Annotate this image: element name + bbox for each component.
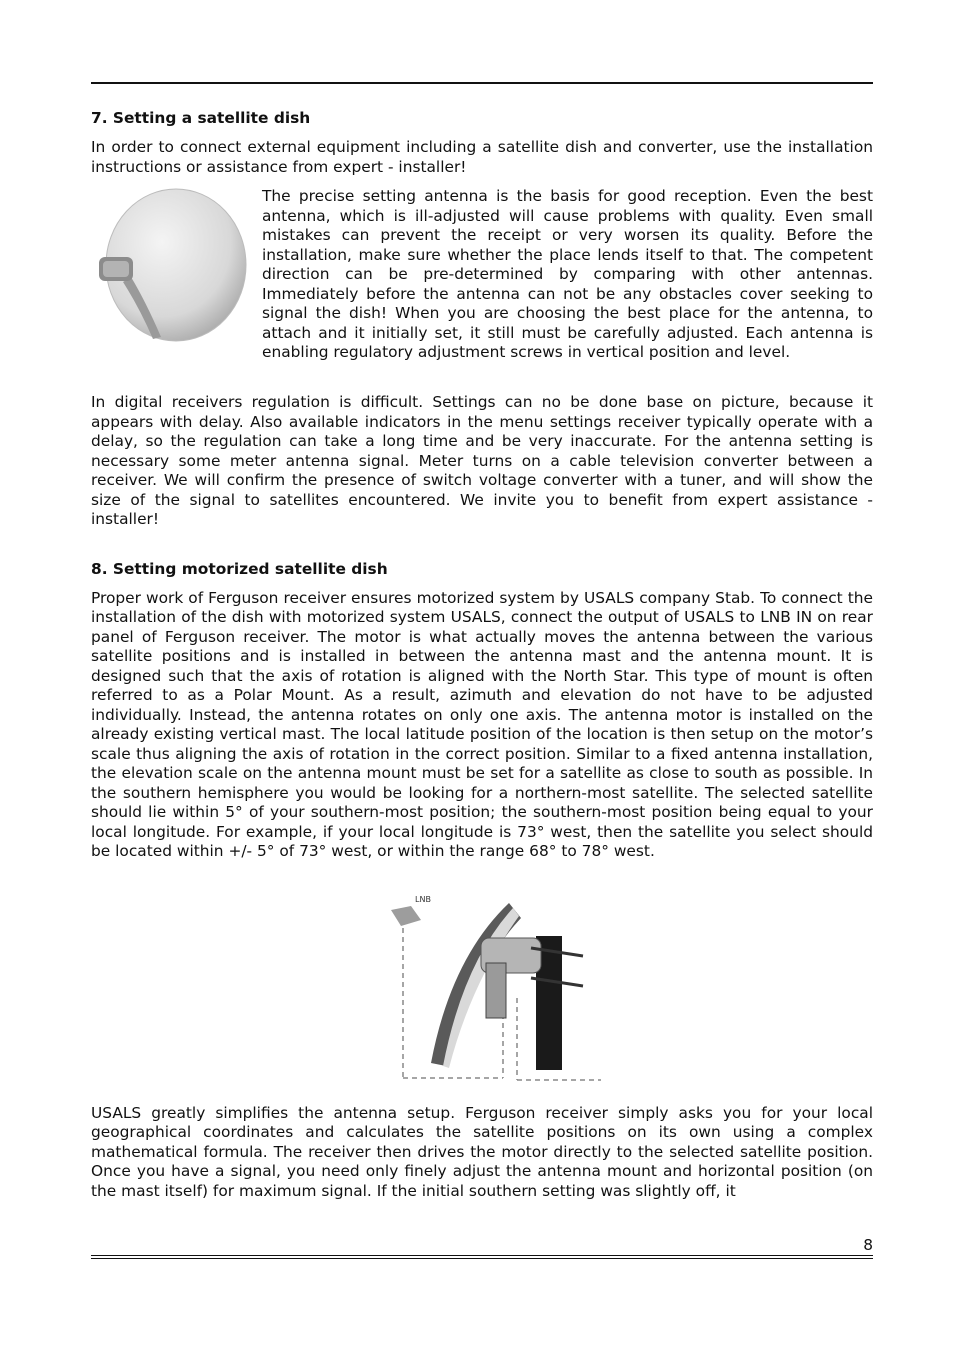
- footer-rule-double: [91, 1258, 873, 1259]
- motorized-dish-diagram: [391, 888, 611, 1098]
- page-number: 8: [863, 1236, 873, 1254]
- section-8: [91, 559, 873, 862]
- section-8-body: Proper work of Ferguson receiver ensures motorized system by USALS company Stab. To connect the installation of the dish with motorized system USALS, connect the output of USALS to LNB IN on rear panel of Ferguson receiver. The motor is what actually moves the antenna between the various satellite positions and is installed in between the antenna mast and the antenna mount. It is designed such that the axis of rotation is aligned with the North Star. This type of mount is often referred to as a Polar Mount. As a result, azimuth and elevation do not have to be adjusted individually. Instead, the antenna rotates on only one axis. The antenna motor is installed on the already existing vertical mast. The local latitude position of the location is then setup on the motor’s scale thus aligning the axis of rotation in the correct position. Similar to a fixed antenna installation, the elevation scale on the antenna mount must be set for a satellite as close to south as possible. In the southern hemisphere you would be looking for a northern-most satellite. The selected satellite should lie within 5° of your southern-most position; the southern-most position being equal to your local longitude. For example, if your local longitude is 73° west, then the satellite you select should be located within +/- 5° of 73° west, or within the range 68° to 78° west.: [91, 588, 873, 860]
- lnb-label: LNB: [415, 894, 431, 904]
- section-7-body: In digital receivers regulation is difficult. Settings can no be done base on picture, because it appears with delay. Also available indicators in the menu settings receiver typically operate with a delay, so the regulation can take a long time and be very inaccurate. For the antenna setting is necessary some meter antenna signal. Meter turns on a cable television converter between a receiver. We will confirm the presence of switch voltage converter with a tuner, and will show the size of the signal to satellites encountered. We invite you to benefit from expert assistance - installer!: [91, 393, 873, 528]
- page-content: [91, 108, 873, 1201]
- header-rule: [91, 82, 873, 84]
- footer-rule: [91, 1255, 873, 1256]
- section-7-side-text: The precise setting antenna is the basis for good reception. Even the best antenna, which is ill-adjusted will cause problems with quality. Even small mistakes can prevent the receipt or very worsen its quality. Before the installation, make sure whether the place lends itself to that. The competent direction can be pre-determined by comparing with other antennas. Immediately before the antenna can not be any obstacles cover seeking to signal the dish! When you are choosing the best place for the antenna, to attach and it initially set, it still must be carefully adjusted. Each antenna is enabling regulatory adjustment screws in vertical position and level.: [262, 187, 873, 361]
- section-7-intro: In order to connect external equipment including a satellite dish and converter, use the installation instructions or assistance from expert - installer!: [91, 138, 873, 176]
- section-8-body-2: USALS greatly simplifies the antenna setup. Ferguson receiver simply asks you for your local geographical coordinates and calculates the satellite positions on its own using a complex mathematical formula. The receiver then drives the motor directly to the selected satellite position. Once you have a signal, you need only finely adjust the antenna mount and horizontal position (on the mast itself) for maximum signal. If the initial southern setting was slightly off, it: [91, 1103, 873, 1200]
- dish-block: [91, 187, 873, 383]
- section-8-heading: 8. Setting motorized satellite dish: [91, 559, 388, 578]
- satellite-dish-image: [91, 187, 251, 357]
- motor-mount-figure: [91, 888, 873, 1098]
- section-7-heading: 7. Setting a satellite dish: [91, 109, 311, 127]
